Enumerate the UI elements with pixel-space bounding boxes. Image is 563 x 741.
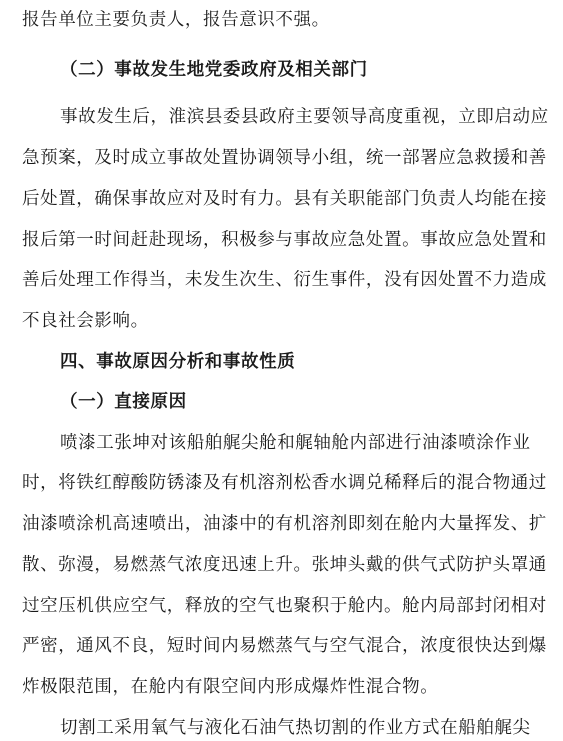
paragraph-line: 炸极限范围，在舱内有限空间内形成爆炸性混合物。 [22,677,439,697]
paragraph-line: 后处置，确保事故应对及时有力。县有关职能部门负责人均能在接 [22,189,547,209]
paragraph-line: 过空压机供应空气，释放的空气也聚积于舱内。舱内局部封闭相对 [22,596,547,616]
paragraph-line: 散、弥漫，易燃蒸气浓度迅速上升。张坤头戴的供气式防护头罩通 [22,555,547,575]
paragraph-line: 事故发生后，淮滨县委县政府主要领导高度重视，立即启动应 [60,107,549,127]
paragraph-line: 急预案，及时成立事故处置协调领导小组，统一部署应急救援和善 [22,148,547,168]
paragraph-line: 切割工采用氧气与液化石油气热切割的作业方式在船舶艉尖 [60,718,531,738]
section-heading-party-government: （二）事故发生地党委政府及相关部门 [60,60,368,80]
paragraph-line: 严密，通风不良，短时间内易燃蒸气与空气混合，浓度很快达到爆 [22,636,547,656]
paragraph-line: 时，将铁红醇酸防锈漆及有机溶剂松香水调兑稀释后的混合物通过 [22,473,547,493]
paragraph-line: 不良社会影响。 [22,311,149,331]
paragraph-line: 油漆喷涂机高速喷出，油漆中的有机溶剂即刻在舱内大量挥发、扩 [22,514,547,534]
paragraph-line: 喷漆工张坤对该船舶艉尖舱和艉轴舱内部进行油漆喷涂作业 [60,433,531,453]
section-heading-cause-analysis: 四、事故原因分析和事故性质 [60,352,296,372]
section-heading-direct-cause: （一）直接原因 [60,392,187,412]
paragraph-line: 报后第一时间赶赴现场，积极参与事故应急处置。事故应急处置和 [22,230,547,250]
paragraph-line: 报告单位主要负责人，报告意识不强。 [22,10,330,30]
paragraph-line: 善后处理工作得当，未发生次生、衍生事件，没有因处置不力造成 [22,270,547,290]
